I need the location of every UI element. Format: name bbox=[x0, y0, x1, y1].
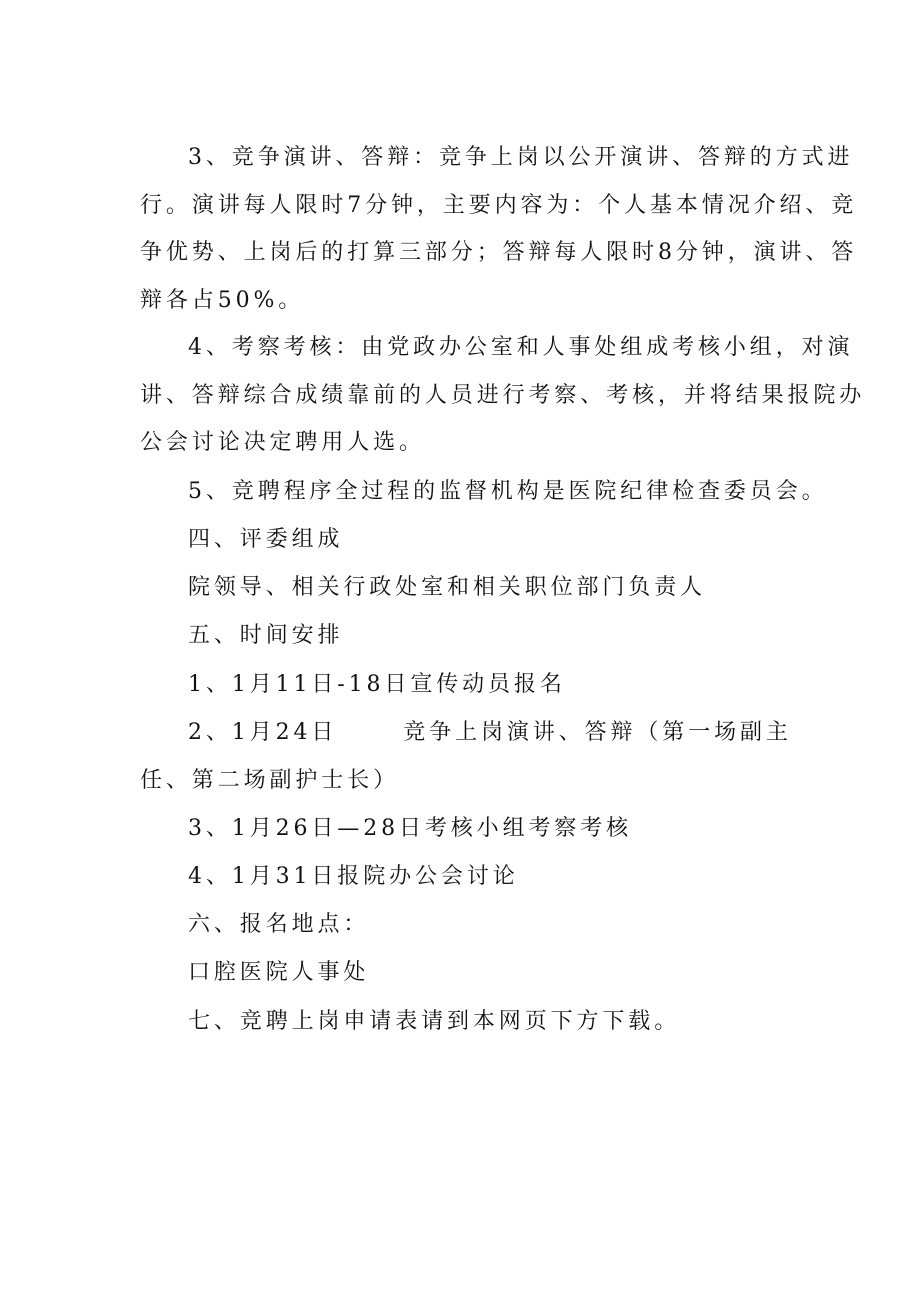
schedule-item-3: 3、1月26日—28日考核小组考察考核 bbox=[188, 816, 633, 841]
section-5-heading: 五、时间安排 bbox=[188, 623, 344, 648]
schedule-item-2-text: 竞争上岗演讲、答辩（第一场副主 bbox=[403, 720, 792, 745]
paragraph-5: 5、竞聘程序全过程的监督机构是医院纪律检查委员会。 bbox=[188, 479, 828, 504]
schedule-item-2-date: 2、1月24日 bbox=[188, 720, 338, 745]
paragraph-line: 争优势、上岗后的打算三部分；答辩每人限时8分钟，演讲、答 bbox=[140, 240, 858, 265]
paragraph-line: 讲、答辩综合成绩靠前的人员进行考察、考核，并将结果报院办 bbox=[140, 382, 866, 408]
paragraph-line: 公会讨论决定聘用人选。 bbox=[140, 430, 425, 455]
section-4-heading: 四、评委组成 bbox=[188, 527, 344, 552]
paragraph-line: 辩各占50%。 bbox=[140, 287, 305, 313]
paragraph-3 bbox=[140, 143, 858, 333]
schedule-item-1: 1、1月11日-18日宣传动员报名 bbox=[188, 672, 566, 697]
paragraph-4 bbox=[140, 333, 866, 476]
paragraph-line: 4、考察考核：由党政办公室和人事处组成考核小组，对演 bbox=[188, 335, 854, 360]
section-6-body: 口腔医院人事处 bbox=[188, 960, 370, 985]
schedule-item-4: 4、1月31日报院办公会讨论 bbox=[188, 864, 519, 889]
paragraph-line: 3、竞争演讲、答辩：竞争上岗以公开演讲、答辩的方式进 bbox=[188, 145, 854, 170]
section-6-heading: 六、报名地点： bbox=[188, 912, 370, 937]
schedule-item-2-continuation: 任、第二场副护士长） bbox=[140, 768, 400, 793]
section-7: 七、竞聘上岗申请表请到本网页下方下载。 bbox=[188, 1009, 681, 1034]
schedule-item-2 bbox=[188, 718, 792, 748]
section-4-body: 院领导、相关行政处室和相关职位部门负责人 bbox=[188, 575, 707, 600]
paragraph-line: 行。演讲每人限时7分钟，主要内容为：个人基本情况介绍、竞 bbox=[140, 192, 858, 218]
